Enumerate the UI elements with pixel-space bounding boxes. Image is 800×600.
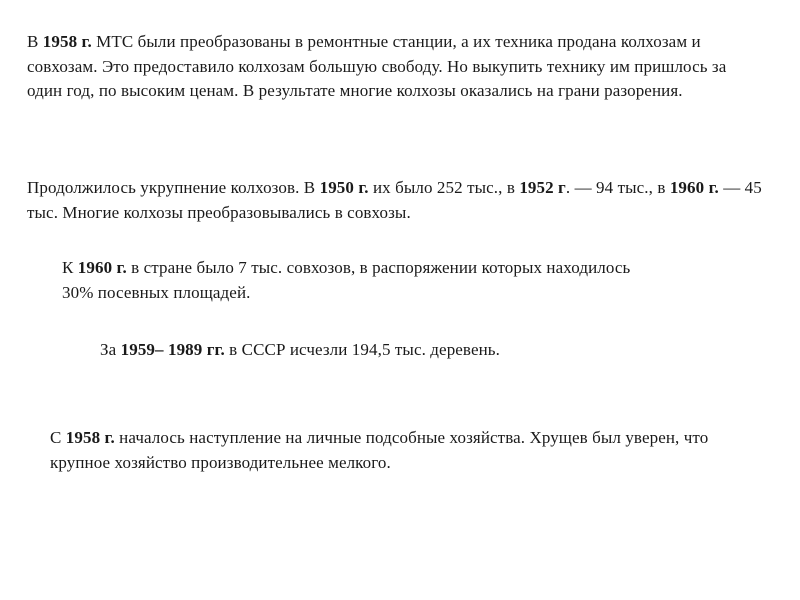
text-run: С <box>50 428 66 447</box>
text-run: В <box>27 32 43 51</box>
text-run: К <box>62 258 78 277</box>
text-run: — 45 тыс. Многие колхозы преобразовывались в совхозы. <box>27 178 762 222</box>
year-highlight: 1960 г. <box>669 178 719 197</box>
year-highlight: 1958 г. <box>42 32 92 51</box>
text-run: . — 94 тыс., в <box>565 178 670 197</box>
text-run: МТС были преобразованы в ремонтные станции, а их техника продана колхозам и совхозам. Это предоставило колхозам большую свободу. Но выкупить технику им пришлось за один год, по высоким ценам. В результате многие колхозы оказались на грани разорения. <box>27 32 727 100</box>
text-run: их было 252 тыс., в <box>368 178 520 197</box>
year-highlight: 1958 г. <box>65 428 115 447</box>
year-highlight: 1952 г <box>519 178 566 197</box>
year-highlight: 1960 г. <box>77 258 127 277</box>
text-run: в СССР исчезли 194,5 тыс. деревень. <box>224 340 501 359</box>
paragraph-sovkhoz-count <box>62 256 662 305</box>
paragraph-villages-disappeared <box>100 338 700 363</box>
text-run: За <box>100 340 121 359</box>
year-highlight: 1950 г. <box>319 178 369 197</box>
text-run: в стране было 7 тыс. совхозов, в распоряжении которых находилось 30% посевных площадей. <box>62 258 631 302</box>
year-highlight: 1959– 1989 гг. <box>120 340 225 359</box>
paragraph-mts-reform <box>27 30 757 104</box>
paragraph-private-plots <box>50 426 750 475</box>
text-run: Продолжилось укрупнение колхозов. В <box>27 178 320 197</box>
paragraph-kolkhoz-consolidation <box>27 176 787 225</box>
text-run: началось наступление на личные подсобные хозяйства. Хрущев был уверен, что крупное хозяйство производительнее мелкого. <box>50 428 709 472</box>
